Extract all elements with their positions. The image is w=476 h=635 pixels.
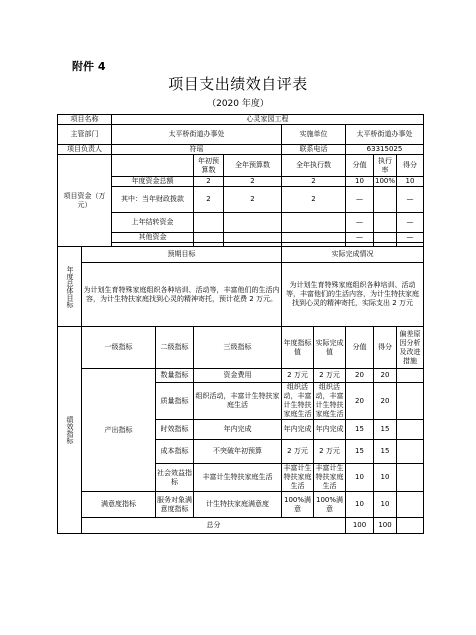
perf-row-points: 20 [374, 369, 397, 383]
evaluation-table [57, 114, 424, 534]
funds-row-label: 上年结转资金 [112, 213, 194, 233]
year-label: （2020 年度） [207, 99, 269, 109]
funds-row-full [224, 233, 282, 243]
funds-row-budget [194, 233, 224, 243]
perf-row-l3: 资金费用 [194, 369, 282, 383]
funds-h-budget: 年初预算数 [194, 155, 224, 177]
perf-h-score: 分值 [346, 327, 374, 369]
perf-row-l2: 质量指标 [156, 383, 194, 420]
goal-h-plan: 预期目标 [82, 247, 282, 263]
funds-row-score: — [346, 187, 374, 213]
goal-label-cell [58, 247, 82, 327]
perf-h-l2: 二级指标 [156, 327, 194, 369]
perf-row-score: 10 [346, 464, 374, 492]
funds-row-label: 其他资金 [112, 233, 194, 243]
perf-row-l3: 组织活动，丰富计生特扶家庭生活 [194, 383, 282, 420]
phone-value: 63315025 [346, 145, 424, 155]
perf-row-l2: 数量指标 [156, 369, 194, 383]
dept-value: 太平桥街道办事处 [112, 125, 282, 145]
total-points: 100 [374, 518, 397, 534]
perf-label-cell [58, 327, 82, 534]
perf-row-l3: 不突破年初预算 [194, 440, 282, 464]
funds-row-points: — [397, 213, 424, 233]
perf-row-points: 15 [374, 420, 397, 440]
total-row [58, 518, 424, 534]
perf-row-actual: 100%满意 [314, 492, 346, 518]
perf-row-target: 2 万元 [282, 369, 314, 383]
funds-row-budget [194, 213, 224, 233]
perf-h-l1: 一级指标 [82, 327, 156, 369]
funds-h-score: 分值 [346, 155, 374, 177]
perf-row-target: 年内完成 [282, 420, 314, 440]
funds-h-rate: 执行率 [374, 155, 397, 177]
funds-row-score: 10 [346, 177, 374, 187]
leader-value: 符瑶 [112, 145, 282, 155]
page-title: 项目支出绩效自评表 [168, 75, 308, 93]
funds-row-rate [374, 187, 397, 213]
dept-label: 主管部门 [58, 125, 112, 145]
perf-row-target: 组织活动，丰富计生特扶家庭生活 [283, 383, 312, 418]
goal-actual-text: 为计划生育特殊家庭组织各种培训、活动等，丰富他们的生活内容，为计生特扶家庭找到心灵的精神寄托，实际支出 2 万元 [282, 263, 424, 327]
row-leader [58, 145, 424, 155]
perf-row-reason [397, 492, 424, 518]
project-name-label: 项目名称 [58, 115, 112, 125]
perf-row-reason [397, 464, 424, 492]
total-label: 总分 [82, 518, 346, 534]
perf-row-actual: 丰富计生特扶家庭生活 [315, 464, 344, 490]
perf-row-l2: 服务对象满意度指标 [156, 492, 194, 518]
funds-row-points: — [397, 233, 424, 243]
funds-row-exec [282, 233, 346, 243]
perf-row-actual: 组织活动，丰富计生特扶家庭生活 [315, 383, 344, 418]
perf-row-l2: 时效指标 [156, 420, 194, 440]
goal-header-row [58, 247, 424, 263]
funds-h-full: 全年预算数 [224, 155, 282, 177]
perf-output-label: 产出指标 [82, 369, 156, 492]
funds-h-exec: 全年执行数 [282, 155, 346, 177]
funds-row-points: 10 [397, 177, 424, 187]
project-name-value: 心灵家园工程 [112, 115, 424, 125]
funds-row-label: 其中：当年财政拨款 [112, 187, 194, 213]
impl-label: 实施单位 [282, 125, 346, 145]
perf-row-score: 15 [346, 440, 374, 464]
funds-row-exec: 2 [282, 177, 346, 187]
perf-h-actual: 实际完成值 [314, 327, 346, 369]
perf-row-l3: 丰富计生特扶家庭生活 [194, 464, 282, 492]
funds-corner [112, 155, 194, 177]
funds-row-rate: 100% [375, 177, 396, 185]
perf-h-target: 年度指标值 [282, 327, 314, 369]
funds-label: 项目资金（万元） [58, 155, 112, 247]
perf-row-actual: 2 万元 [314, 369, 346, 383]
perf-row-points: 10 [374, 492, 397, 518]
funds-row-exec [282, 213, 346, 233]
perf-row-points: 10 [374, 464, 397, 492]
funds-row-rate [374, 233, 397, 243]
perf-row-score: 10 [346, 492, 374, 518]
funds-row-score: — [346, 213, 374, 233]
perf-row-actual: 年内完成 [314, 420, 346, 440]
perf-row-l2: 成本指标 [156, 440, 194, 464]
perf-h-points: 得分 [374, 327, 397, 369]
perf-row-actual: 2 万元 [314, 440, 346, 464]
annex-label: 附件 4 [72, 60, 106, 73]
goal-label: 年度总体目标 [66, 265, 74, 308]
funds-row-rate [374, 213, 397, 233]
funds-row [58, 177, 424, 187]
perf-row-reason [397, 369, 424, 383]
perf-row [58, 492, 424, 518]
perf-h-reason: 偏差原因分析及改进措施 [397, 327, 424, 369]
funds-row [58, 187, 424, 213]
funds-header-row [58, 155, 424, 177]
funds-row-full: 2 [224, 177, 282, 187]
perf-row-reason [397, 383, 424, 420]
perf-row-points: 20 [374, 383, 397, 420]
funds-h-points: 得分 [397, 155, 424, 177]
impl-value: 太平桥街道办事处 [346, 125, 424, 145]
perf-row-score: 20 [346, 383, 374, 420]
funds-row-budget: 2 [194, 177, 224, 187]
perf-row-l3: 计生特扶家庭满意度 [194, 492, 282, 518]
goal-content-row [58, 263, 424, 327]
perf-h-l3: 三级指标 [194, 327, 282, 369]
funds-row-exec: 2 [282, 187, 346, 213]
leader-label: 项目负责人 [58, 145, 112, 155]
total-reason [397, 518, 424, 534]
row-department [58, 125, 424, 145]
row-project-name [58, 115, 424, 125]
funds-row-budget: 2 [194, 187, 224, 213]
phone-label: 联系电话 [282, 145, 346, 155]
perf-row-reason [397, 440, 424, 464]
goal-plan-text: 为计划生育特殊家庭组织各种培训、活动等，丰富他们的生活内容，为计生特扶家庭找到心灵的精神寄托，预计花费 2 万元。 [82, 263, 282, 327]
funds-row-points: — [397, 187, 424, 213]
total-score: 100 [346, 518, 374, 534]
funds-row-label: 年度资金总额 [112, 177, 194, 187]
funds-row [58, 233, 424, 243]
perf-label: 绩效指标 [66, 416, 74, 444]
perf-row-target: 2 万元 [282, 440, 314, 464]
perf-row-reason [397, 420, 424, 440]
perf-effect-label: 满意度指标 [82, 492, 156, 518]
funds-row-full [224, 213, 282, 233]
perf-row-l3: 年内完成 [194, 420, 282, 440]
goal-h-actual: 实际完成情况 [282, 247, 424, 263]
perf-row [58, 369, 424, 383]
funds-row-score: — [346, 233, 374, 243]
perf-row-target: 100%满意 [282, 492, 314, 518]
funds-row-full: 2 [224, 187, 282, 213]
perf-row-l2: 社会效益指标 [156, 464, 194, 492]
perf-row-target: 丰富计生特扶家庭生活 [283, 464, 312, 490]
perf-row-score: 15 [346, 420, 374, 440]
perf-header-row [58, 327, 424, 369]
perf-row-points: 15 [374, 440, 397, 464]
funds-row [58, 213, 424, 233]
perf-row-score: 20 [346, 369, 374, 383]
